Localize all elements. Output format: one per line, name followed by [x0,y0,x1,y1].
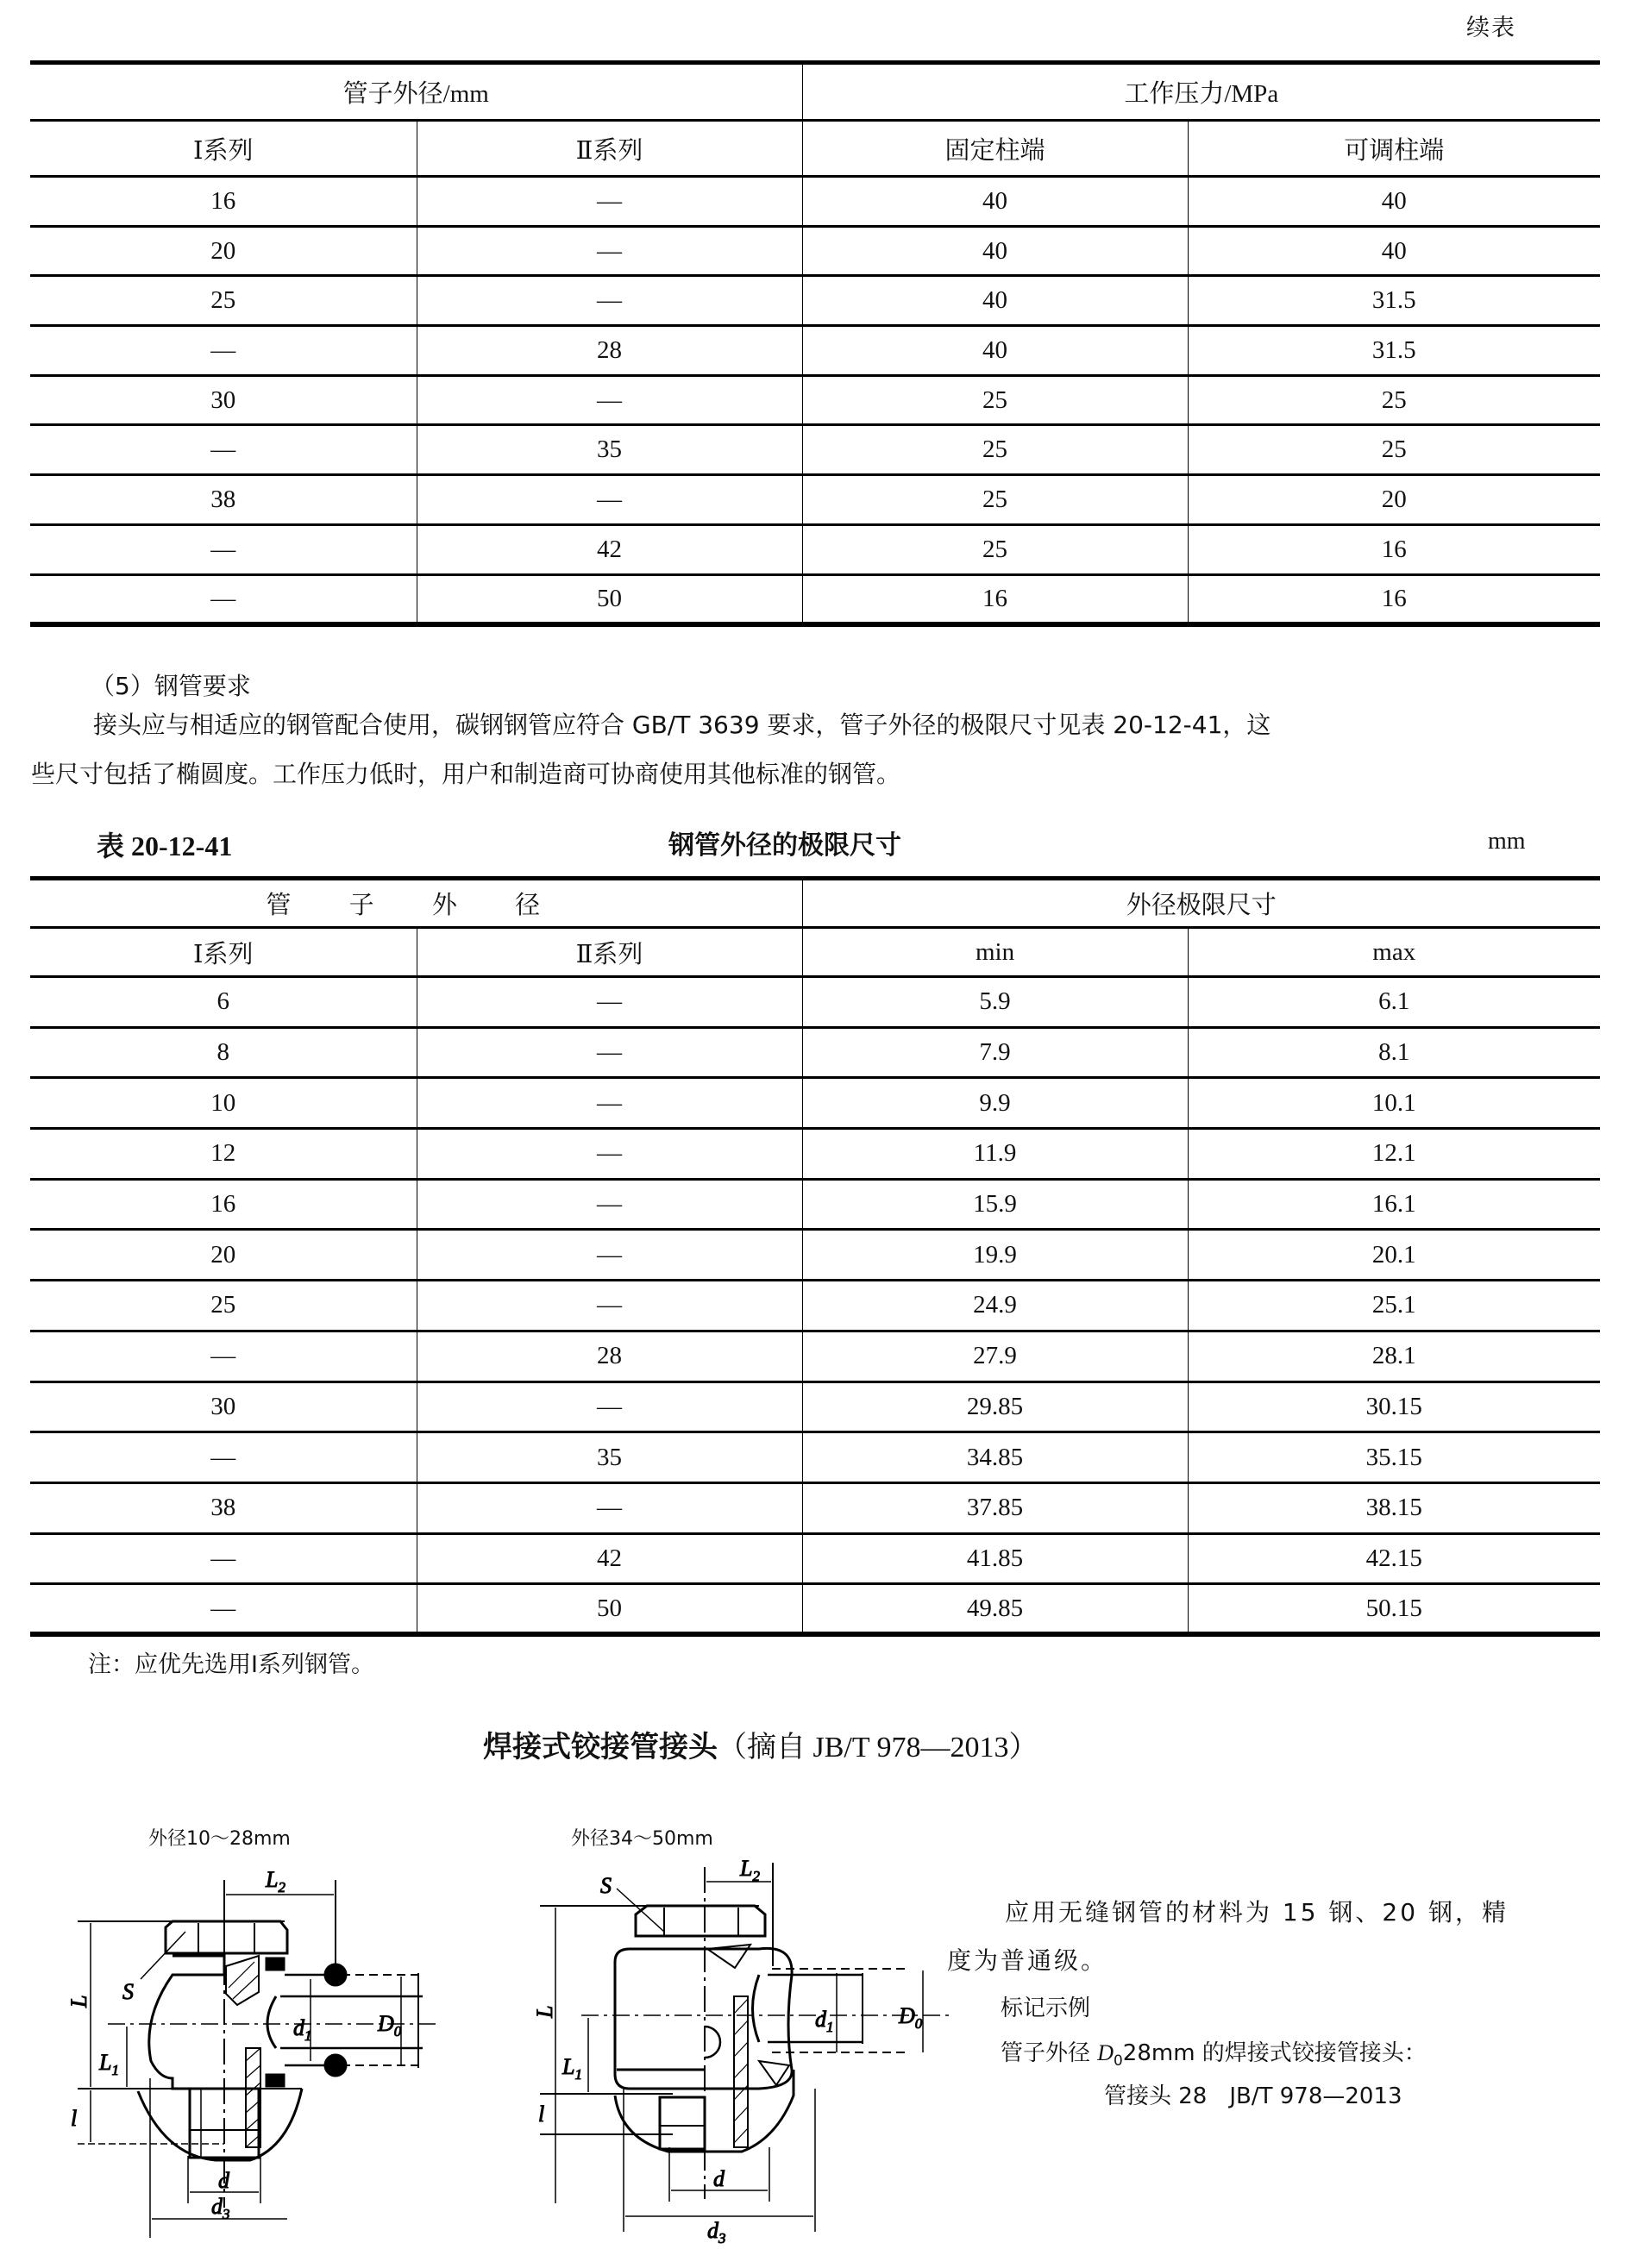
table-cell: — [30,1331,417,1381]
pipe-outer-dashed [328,1975,418,2065]
header-od-limits: 外径极限尺寸 [802,879,1600,928]
table-cell: 16 [1188,574,1600,624]
table-cell: 8 [30,1027,417,1078]
bolt-shank [660,2097,705,2149]
seal-ring [266,2074,285,2087]
label-d: d [713,2166,725,2191]
table-cell: 25 [1188,375,1600,425]
diagram1-caption: 外径10～28mm [148,1828,291,1850]
label-l: l [538,2102,545,2127]
table-cell: 38 [30,1482,417,1533]
diagram2-caption: 外径34～50mm [571,1828,713,1850]
table-cell: 25 [1188,425,1600,475]
header-pipe-od: 管子外径/mm [30,63,802,121]
header-series-2: Ⅱ系列 [417,928,802,977]
table-cell: — [30,1584,417,1635]
table-cell: 38.15 [1188,1482,1600,1533]
fitting-title: 焊接式铰接管接头 [483,1730,718,1764]
table-row [30,1027,1600,1078]
table-cell: — [417,1482,802,1533]
label-L1: $L_1$ [99,2050,119,2078]
table-row [30,1533,1600,1584]
weld-bead-top [324,1964,347,1986]
table-row [30,574,1600,624]
table-cell: 38 [30,475,417,525]
table-cell: — [417,977,802,1028]
table-cell: 16 [30,177,417,227]
table-row [30,226,1600,276]
hex-nut-shape [636,1906,765,1936]
table-cell: 16.1 [1188,1179,1600,1230]
table-cell: — [417,1381,802,1432]
table-cell: 40 [802,177,1188,227]
ball-seat [753,1975,760,2042]
table-cell: 31.5 [1188,326,1600,376]
table-cell: 41.85 [802,1533,1188,1584]
table-cell: — [30,1533,417,1584]
header-working-pressure: 工作压力/MPa [802,63,1600,121]
header-adjustable-end: 可调柱端 [1188,121,1600,177]
table-title: 钢管外径的极限尺寸 [668,830,901,861]
label-D0: $D_0$ [378,2011,402,2039]
table-cell: 25 [802,425,1188,475]
weld-bead-bottom [324,2054,347,2077]
table-cell: 40 [802,276,1188,326]
header-max: max [1188,928,1600,977]
header-series-1: Ⅰ系列 [30,928,417,977]
table-row [30,1281,1600,1331]
table-header-group-row [30,63,1600,121]
table-header-group-row [30,879,1600,928]
table-cell: 25 [30,276,417,326]
table-cell: 35 [417,1432,802,1483]
table-cell: 15.9 [802,1179,1188,1230]
diagram1-fitting-10-28mm [0,1768,518,2268]
table-row [30,1381,1600,1432]
table-cell: 20 [1188,475,1600,525]
table-cell: 20 [30,226,417,276]
table-cell: 40 [1188,177,1600,227]
marking-desc-prefix: 管子外径 [1001,2040,1098,2066]
material-line-2: 度为普通级。 [947,1946,1108,1975]
table-cell: 40 [802,226,1188,276]
table-cell: 50 [417,1584,802,1635]
label-L: L [66,1995,91,2008]
table-cell: 6.1 [1188,977,1600,1028]
label-L2: $L_2$ [266,1867,285,1895]
seal-ring [266,1958,285,1970]
paragraph-line-2: 些尺寸包括了椭圆度。工作压力低时，用户和制造商可协商使用其他标准的钢管。 [31,760,901,788]
label-d: d [218,2168,229,2193]
table-cell: 37.85 [802,1482,1188,1533]
table-row [30,524,1600,574]
label-l: l [71,2106,78,2131]
table-cell: — [417,375,802,425]
table-row [30,375,1600,425]
pipe-od-limits-table [30,876,1600,1637]
table-cell: 42 [417,1533,802,1584]
table-cell: 12 [30,1129,417,1180]
section-heading-steel-pipe: （5）钢管要求 [91,672,251,700]
continued-table-label: 续表 [1466,15,1516,41]
table-cell: 40 [802,326,1188,376]
sleeve-section [734,1996,748,2147]
table-row [30,1179,1600,1230]
paragraph-line-1: 接头应与相适应的钢管配合使用，碳钢钢管应符合 GB/T 3639 要求，管子外径的极限尺寸见表 20-12-41，这 [93,711,1271,739]
table-cell: — [417,1129,802,1180]
table-cell: — [417,177,802,227]
table-cell: — [30,574,417,624]
label-D0: $D_0$ [899,2003,923,2032]
table-cell: 16 [30,1179,417,1230]
table-unit: mm [1488,828,1526,855]
table-note: 注：应优先选用Ⅰ系列钢管。 [88,1651,374,1678]
marking-desc-sub: 0 [1114,2052,1123,2070]
table-row [30,1129,1600,1180]
table-cell: — [30,326,417,376]
fitting-section-title [483,1723,1038,1765]
table-row [30,1078,1600,1129]
table-row [30,475,1600,525]
marking-example: 管接头 28 JB/T 978—2013 [1104,2083,1402,2109]
header-series-1: Ⅰ系列 [30,121,417,177]
marking-example-label: 标记示例 [1001,1995,1091,2021]
table-cell: 8.1 [1188,1027,1600,1078]
table-cell: 28 [417,326,802,376]
table-cell: 25 [30,1281,417,1331]
label-d3: $d_3$ [211,2194,230,2222]
table-cell: 10 [30,1078,417,1129]
table-cell: 16 [1188,524,1600,574]
table-cell: 31.5 [1188,276,1600,326]
table-cell: 25 [802,524,1188,574]
table-cell: — [417,226,802,276]
table-cell: 49.85 [802,1584,1188,1635]
table-cell: — [30,425,417,475]
table-cell: 29.85 [802,1381,1188,1432]
table-row [30,1432,1600,1483]
table-cell: 11.9 [802,1129,1188,1180]
table-cell: 35.15 [1188,1432,1600,1483]
label-d3: $d_3$ [707,2218,726,2246]
table-row [30,977,1600,1028]
table-cell: 25.1 [1188,1281,1600,1331]
table-cell: 28.1 [1188,1331,1600,1381]
table-cell: 40 [1188,226,1600,276]
working-pressure-table [30,60,1600,627]
diagram2-fitting-34-50mm [500,1768,983,2268]
ball-seat [267,1996,276,2048]
header-series-2: Ⅱ系列 [417,121,802,177]
label-S: S [600,1873,612,1898]
table-row [30,1482,1600,1533]
table-cell: 30 [30,1381,417,1432]
bolt-lower-body [138,2089,302,2160]
table-cell: — [417,276,802,326]
material-line-1: 应用无缝钢管的材料为 15 钢、20 钢，精 [1005,1898,1509,1927]
table-cell: 30 [30,375,417,425]
label-S: S [122,1979,134,2004]
banjo-body-outline [615,1948,792,2089]
banjo-body-outline [149,1956,224,2089]
table-cell: 27.9 [802,1331,1188,1381]
table-row [30,1584,1600,1635]
table-cell: — [417,475,802,525]
table-cell: 20.1 [1188,1230,1600,1281]
table-cell: 28 [417,1331,802,1381]
table-cell: 50.15 [1188,1584,1600,1635]
table-cell: 42.15 [1188,1533,1600,1584]
table-cell: 34.85 [802,1432,1188,1483]
table-cell: 24.9 [802,1281,1188,1331]
oil-hole [705,2027,720,2058]
table-cell: — [417,1230,802,1281]
table-cell: 12.1 [1188,1129,1600,1180]
hex-nut-shape [166,1921,287,1953]
label-L: L [532,2005,557,2018]
table-cell: 10.1 [1188,1078,1600,1129]
header-fixed-end: 固定柱端 [802,121,1188,177]
table-cell: 20 [30,1230,417,1281]
table-cell: 7.9 [802,1027,1188,1078]
label-d1: $d_1$ [293,2015,312,2044]
table-row [30,276,1600,326]
table-cell: — [417,1078,802,1129]
table-row [30,425,1600,475]
label-d1: $d_1$ [815,2007,834,2035]
label-L2: $L_2$ [740,1856,760,1884]
hatched-wedge [226,1956,259,2005]
table-cell: 50 [417,574,802,624]
table-row [30,326,1600,376]
marking-desc-symbol: D [1097,2040,1114,2065]
leader-line-S [617,1889,664,1932]
table-header-row [30,121,1600,177]
table-header-row [30,928,1600,977]
header-pipe-od: 管 子 外 径 [30,879,802,928]
table-cell: 6 [30,977,417,1028]
fitting-source: （摘自 JB/T 978—2013） [718,1732,1038,1764]
table-cell: 30.15 [1188,1381,1600,1432]
table-cell: 25 [802,475,1188,525]
table-number: 表 20-12-41 [97,830,233,861]
table-cell: 19.9 [802,1230,1188,1281]
label-L1: $L_1$ [562,2054,582,2083]
table-cell: 5.9 [802,977,1188,1028]
table-cell: — [30,1432,417,1483]
table-row [30,177,1600,227]
table-cell: 42 [417,524,802,574]
table-cell: 16 [802,574,1188,624]
table-cell: — [417,1179,802,1230]
table-cell: — [417,1027,802,1078]
table-cell: 35 [417,425,802,475]
table-row [30,1230,1600,1281]
table-cell: 9.9 [802,1078,1188,1129]
table-cell: — [417,1281,802,1331]
header-min: min [802,928,1188,977]
marking-description [1001,2035,1427,2069]
marking-desc-suffix: 28mm 的焊接式铰接管接头： [1122,2040,1427,2066]
table-cell: — [30,524,417,574]
table-cell: 25 [802,375,1188,425]
table-row [30,1331,1600,1381]
